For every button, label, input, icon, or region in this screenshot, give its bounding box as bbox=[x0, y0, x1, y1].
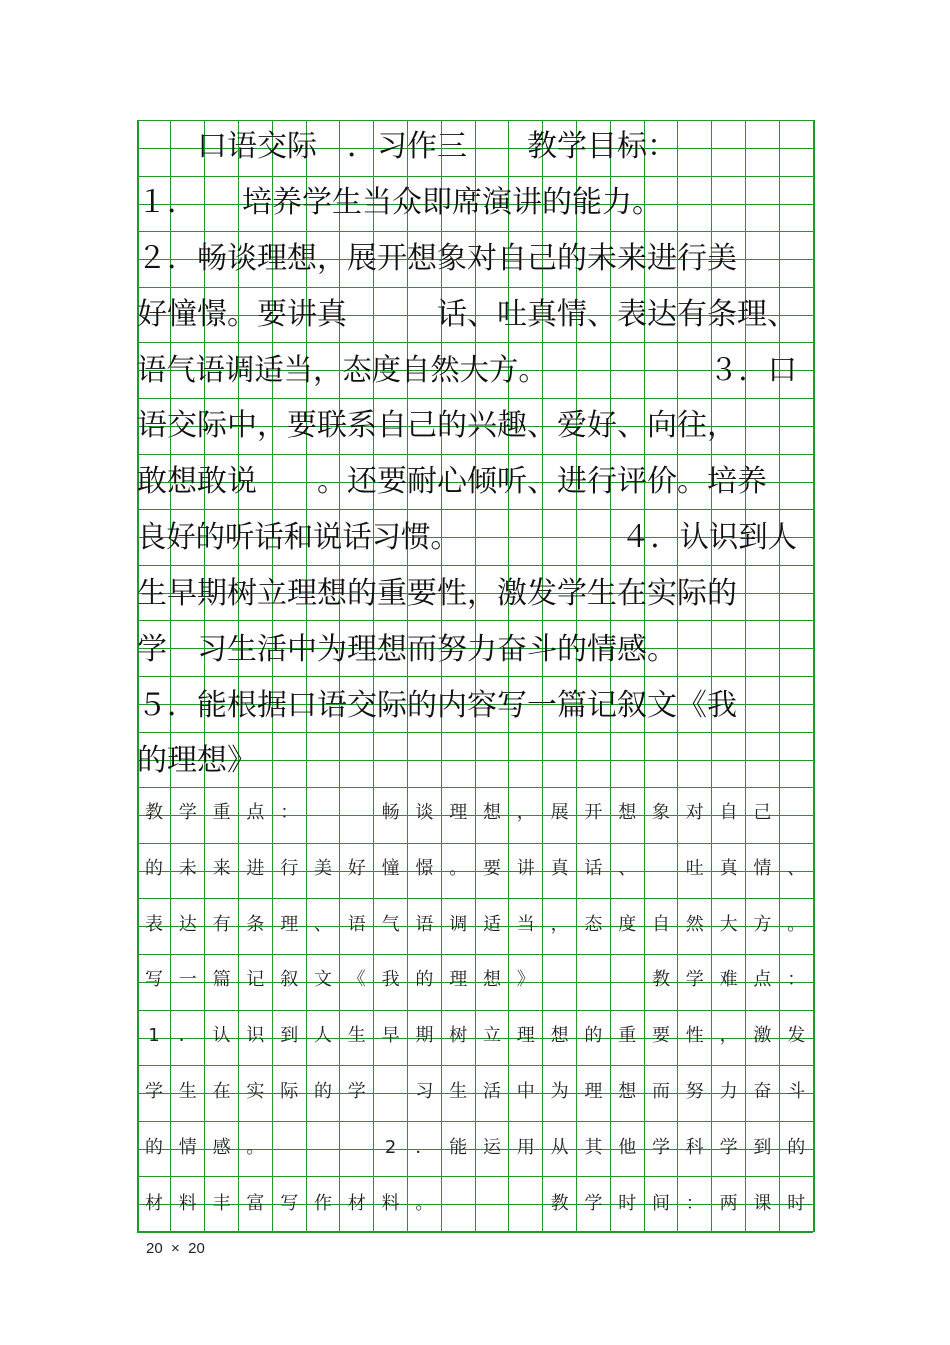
grid-character: 材 bbox=[145, 1193, 163, 1214]
grid-character: 生 bbox=[178, 1081, 197, 1102]
grid-character: 语 bbox=[347, 914, 366, 935]
grid-character: 气 bbox=[381, 914, 400, 935]
grid-character: 性 bbox=[685, 1025, 704, 1046]
grid-character bbox=[374, 1078, 408, 1106]
grid-character bbox=[610, 966, 644, 994]
grid-character: 。 bbox=[246, 1137, 265, 1158]
grid-character: 材 bbox=[347, 1193, 366, 1214]
grid-character: 到 bbox=[280, 1025, 299, 1046]
grid-character: 科 bbox=[685, 1137, 704, 1158]
grid-character: 富 bbox=[246, 1193, 265, 1214]
grid-character: ． bbox=[178, 1025, 197, 1046]
grid-character: 能 bbox=[449, 1137, 468, 1158]
grid-line-horizontal bbox=[137, 120, 813, 121]
grid-character bbox=[272, 1134, 306, 1162]
grid-character bbox=[644, 855, 678, 883]
grid-line-horizontal bbox=[137, 176, 813, 177]
grid-line-horizontal bbox=[137, 1065, 813, 1066]
grid-character: 《 bbox=[347, 969, 366, 990]
grid-character: 的 bbox=[145, 858, 163, 879]
grid-character: 认 bbox=[212, 1025, 231, 1046]
grid-character: 写 bbox=[280, 1193, 299, 1214]
grid-character: 适 bbox=[483, 914, 501, 935]
grid-character: 当 bbox=[516, 914, 535, 935]
grid-character: 自 bbox=[652, 914, 670, 935]
grid-character: 其 bbox=[584, 1137, 603, 1158]
grid-character: 畅 bbox=[381, 802, 400, 823]
grid-character: 想 bbox=[550, 1025, 569, 1046]
text-line-8: 良好的听话和说话习惯。 ４．认识到人 bbox=[137, 520, 798, 555]
grid-character: 学 bbox=[719, 1137, 738, 1158]
grid-character: 的 bbox=[584, 1025, 603, 1046]
grid-character: 一 bbox=[178, 969, 197, 990]
grid-character: 的 bbox=[145, 1137, 163, 1158]
grid-character: 期 bbox=[415, 1025, 434, 1046]
grid-line-horizontal bbox=[137, 732, 813, 733]
grid-character: 丰 bbox=[212, 1193, 231, 1214]
grid-character: 实 bbox=[246, 1081, 265, 1102]
text-line-11: ５．能根据口语交际的内容写一篇记叙文《我 bbox=[137, 688, 737, 723]
grid-character: 象 bbox=[652, 802, 670, 823]
grid-character: 叙 bbox=[280, 969, 299, 990]
grid-line-horizontal bbox=[137, 620, 813, 621]
text-line-9: 生早期树立理想的重要性，激发学生在实际的 bbox=[137, 576, 737, 611]
grid-character: 学 bbox=[347, 1081, 366, 1102]
grid-character: 、 bbox=[787, 858, 806, 879]
grid-character bbox=[475, 1190, 509, 1218]
grid-line-horizontal bbox=[137, 565, 813, 566]
grid-character: 自 bbox=[719, 802, 738, 823]
grid-character: 方 bbox=[753, 914, 772, 935]
text-line-10: 学 习生活中为理想而努力奋斗的情感。 bbox=[137, 632, 677, 667]
grid-character: 美 bbox=[314, 858, 332, 879]
grid-character: ： bbox=[685, 1193, 704, 1214]
text-line-12: 的理想》 bbox=[137, 743, 257, 778]
grid-character bbox=[441, 1190, 475, 1218]
grid-character: 生 bbox=[347, 1025, 366, 1046]
grid-character: ， bbox=[719, 1025, 738, 1046]
grid-character: 。 bbox=[787, 914, 806, 935]
grid-character: 两 bbox=[719, 1193, 738, 1214]
grid-character: 写 bbox=[145, 969, 163, 990]
grid-character: 展 bbox=[550, 802, 569, 823]
grid-character: 想 bbox=[483, 969, 501, 990]
grid-character: 努 bbox=[685, 1081, 704, 1102]
grid-character: 学 bbox=[145, 1081, 163, 1102]
grid-character: 识 bbox=[246, 1025, 265, 1046]
grid-character: 习 bbox=[415, 1081, 434, 1102]
grid-character: 真 bbox=[550, 858, 569, 879]
grid-character: 他 bbox=[618, 1137, 637, 1158]
text-line-1: 口语交际 ．习作三 教学目标： bbox=[137, 129, 677, 164]
grid-character: 对 bbox=[685, 802, 704, 823]
grid-character: 我 bbox=[381, 969, 400, 990]
grid-line-horizontal bbox=[137, 1176, 813, 1177]
grid-character: 进 bbox=[246, 858, 265, 879]
grid-character: 料 bbox=[178, 1193, 197, 1214]
grid-character bbox=[543, 966, 577, 994]
grid-line-horizontal bbox=[137, 954, 813, 955]
grid-character: 重 bbox=[212, 802, 231, 823]
grid-character: 、 bbox=[314, 914, 332, 935]
grid-character: 态 bbox=[584, 914, 603, 935]
grid-character: ： bbox=[787, 969, 806, 990]
grid-character: 生 bbox=[449, 1081, 468, 1102]
grid-character: 学 bbox=[685, 969, 704, 990]
grid-character: 学 bbox=[178, 802, 197, 823]
grid-character: 达 bbox=[178, 914, 197, 935]
grid-character: 中 bbox=[516, 1081, 535, 1102]
grid-line-horizontal bbox=[137, 342, 813, 343]
grid-character: 间 bbox=[652, 1193, 670, 1214]
grid-character: 真 bbox=[719, 858, 738, 879]
grid-character: 在 bbox=[212, 1081, 231, 1102]
grid-character: 而 bbox=[652, 1081, 670, 1102]
text-line-2: １． 培养学生当众即席演讲的能力。 bbox=[137, 185, 662, 220]
grid-character: 想 bbox=[483, 802, 501, 823]
grid-line-horizontal bbox=[137, 787, 813, 788]
grid-character: 点 bbox=[753, 969, 772, 990]
grid-character: 作 bbox=[314, 1193, 332, 1214]
grid-character: 要 bbox=[483, 858, 501, 879]
grid-character: 调 bbox=[449, 914, 468, 935]
grid-character: 想 bbox=[618, 802, 637, 823]
grid-character: ． bbox=[415, 1137, 434, 1158]
grid-character: ， bbox=[516, 802, 535, 823]
grid-character: 憧 bbox=[381, 858, 400, 879]
text-line-6: 语交际中，要联系自己的兴趣、爱好、向往， bbox=[137, 408, 737, 443]
grid-character: 理 bbox=[449, 969, 468, 990]
grid-character: 立 bbox=[483, 1025, 501, 1046]
grid-character: 记 bbox=[246, 969, 265, 990]
grid-character: 理 bbox=[584, 1081, 603, 1102]
grid-character: 讲 bbox=[516, 858, 535, 879]
grid-character: 好 bbox=[347, 858, 366, 879]
text-line-3: ２．畅谈理想，展开想象对自己的未来进行美 bbox=[137, 241, 737, 276]
grid-line-horizontal bbox=[137, 398, 813, 399]
grid-character: 然 bbox=[685, 914, 704, 935]
grid-character: 大 bbox=[719, 914, 738, 935]
grid-character bbox=[306, 1134, 340, 1162]
grid-character: 树 bbox=[449, 1025, 468, 1046]
grid-character: 从 bbox=[550, 1137, 569, 1158]
grid-character: 学 bbox=[652, 1137, 670, 1158]
grid-character: 有 bbox=[212, 914, 231, 935]
grid-character: 发 bbox=[787, 1025, 806, 1046]
grid-line-horizontal bbox=[137, 454, 813, 455]
text-line-7: 敢想敢说 。还要耐心倾听、进行评价。培养 bbox=[137, 464, 767, 499]
grid-character: 己 bbox=[753, 802, 772, 823]
grid-character: 要 bbox=[652, 1025, 670, 1046]
grid-character bbox=[306, 799, 340, 827]
grid-character: 情 bbox=[178, 1137, 197, 1158]
grid-character: 人 bbox=[314, 1025, 332, 1046]
manuscript-grid bbox=[137, 120, 813, 1232]
text-line-5: 语气语调适当，态度自然大方。 ３．口 bbox=[137, 353, 798, 388]
grid-character: 度 bbox=[618, 914, 637, 935]
grid-character bbox=[509, 1190, 543, 1218]
grid-character: 文 bbox=[314, 969, 332, 990]
grid-character: 难 bbox=[719, 969, 738, 990]
grid-character: 话 bbox=[584, 858, 603, 879]
grid-character: 1 bbox=[148, 1025, 160, 1046]
grid-character: 到 bbox=[753, 1137, 772, 1158]
grid-character: 》 bbox=[516, 969, 535, 990]
grid-character: 教 bbox=[550, 1193, 569, 1214]
grid-character: 谈 bbox=[415, 802, 434, 823]
grid-character: 为 bbox=[550, 1081, 569, 1102]
grid-line-horizontal bbox=[137, 231, 813, 232]
grid-character: 早 bbox=[381, 1025, 400, 1046]
grid-character: 表 bbox=[145, 914, 163, 935]
grid-character: 斗 bbox=[787, 1081, 806, 1102]
grid-character: 力 bbox=[719, 1081, 738, 1102]
grid-character: 。 bbox=[415, 1193, 434, 1214]
grid-character: 理 bbox=[516, 1025, 535, 1046]
grid-character: 教 bbox=[652, 969, 670, 990]
grid-character: 开 bbox=[584, 802, 603, 823]
grid-character: 学 bbox=[584, 1193, 603, 1214]
grid-character: 时 bbox=[618, 1193, 637, 1214]
grid-character: 的 bbox=[415, 969, 434, 990]
grid-character: 吐 bbox=[685, 858, 704, 879]
grid-character: 感 bbox=[212, 1137, 231, 1158]
grid-character: 憬 bbox=[415, 858, 434, 879]
text-line-4: 好憧憬。要讲真 话、吐真情、表达有条理、 bbox=[137, 297, 797, 332]
grid-character: 想 bbox=[618, 1081, 637, 1102]
grid-character: 运 bbox=[483, 1137, 501, 1158]
grid-line-horizontal bbox=[137, 898, 813, 899]
grid-character: 理 bbox=[280, 914, 299, 935]
grid-character bbox=[340, 799, 374, 827]
grid-character: 用 bbox=[516, 1137, 535, 1158]
grid-character: 激 bbox=[753, 1025, 772, 1046]
grid-character: 的 bbox=[314, 1081, 332, 1102]
grid-character: 语 bbox=[415, 914, 434, 935]
grid-character: 理 bbox=[449, 802, 468, 823]
grid-character: 的 bbox=[787, 1137, 806, 1158]
grid-size-label: 20 × 20 bbox=[146, 1240, 205, 1257]
grid-character: 课 bbox=[753, 1193, 772, 1214]
grid-character: 活 bbox=[483, 1081, 501, 1102]
grid-character: 时 bbox=[787, 1193, 806, 1214]
grid-character: 2 bbox=[384, 1137, 397, 1158]
grid-character: 点 bbox=[246, 802, 265, 823]
grid-line-horizontal bbox=[137, 843, 813, 844]
grid-character: ： bbox=[280, 802, 299, 823]
grid-line-horizontal bbox=[137, 1010, 813, 1011]
grid-character: 未 bbox=[178, 858, 197, 879]
grid-character: ， bbox=[550, 914, 569, 935]
grid-character: 教 bbox=[145, 802, 163, 823]
grid-character: 料 bbox=[381, 1193, 400, 1214]
grid-character: 、 bbox=[618, 858, 637, 879]
grid-line-horizontal bbox=[137, 287, 813, 288]
grid-character: 篇 bbox=[212, 969, 231, 990]
grid-line-horizontal bbox=[137, 676, 813, 677]
grid-border-bottom bbox=[137, 1231, 813, 1233]
grid-character: 重 bbox=[618, 1025, 637, 1046]
grid-character: 奋 bbox=[753, 1081, 772, 1102]
grid-line-horizontal bbox=[137, 1121, 813, 1122]
grid-character: 。 bbox=[449, 858, 468, 879]
grid-character: 际 bbox=[280, 1081, 299, 1102]
grid-character: 条 bbox=[246, 914, 265, 935]
grid-character: 情 bbox=[753, 858, 772, 879]
grid-character bbox=[340, 1134, 374, 1162]
grid-character: 来 bbox=[212, 858, 231, 879]
grid-character bbox=[576, 966, 610, 994]
grid-line-horizontal bbox=[137, 509, 813, 510]
grid-character: 行 bbox=[280, 858, 299, 879]
